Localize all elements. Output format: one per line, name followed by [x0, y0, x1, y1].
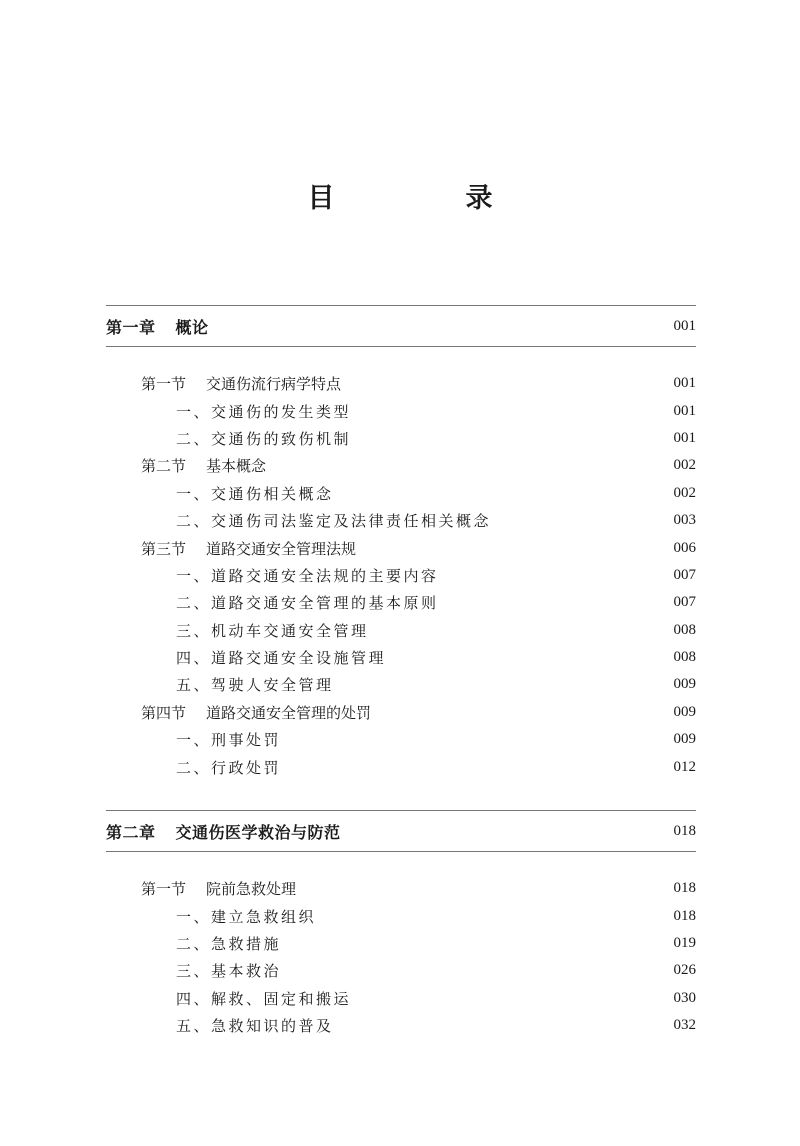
entry-title [176, 428, 351, 449]
chapter-page-number: 001 [673, 317, 696, 334]
entry-title-text: 四、解救、固定和搬运 [176, 989, 352, 1008]
entry-page-number: 002 [673, 484, 696, 501]
entry-title [176, 510, 491, 531]
toc-section-entry[interactable] [106, 699, 696, 726]
section-number: 第一节 [141, 375, 187, 394]
chapter-heading[interactable] [106, 305, 696, 347]
toc-item-entry[interactable] [106, 397, 696, 424]
entry-title [176, 565, 439, 586]
toc-section-entry[interactable] [106, 534, 696, 561]
entry-title-text: 院前急救处理 [206, 880, 297, 899]
entry-title [176, 620, 369, 641]
toc-entry-list [106, 370, 696, 781]
entry-title-text: 二、行政处罚 [176, 758, 282, 777]
entry-title [141, 538, 356, 559]
entry-title-text: 一、交通伤相关概念 [176, 484, 334, 503]
page-title: 目 录 [307, 183, 545, 214]
toc-item-entry[interactable] [106, 902, 696, 929]
entry-title-text: 一、刑事处罚 [176, 731, 282, 750]
entry-title [141, 373, 341, 394]
toc-item-entry[interactable] [106, 480, 696, 507]
chapter-number: 第二章 [106, 822, 156, 842]
entry-title-text: 道路交通安全管理的处罚 [206, 703, 372, 722]
entry-title [176, 988, 351, 1009]
toc-item-entry[interactable] [106, 507, 696, 534]
entry-page-number: 001 [673, 402, 696, 419]
toc-section-entry[interactable] [106, 452, 696, 479]
entry-title [176, 483, 334, 504]
entry-page-number: 026 [673, 962, 696, 979]
entry-title [176, 1015, 334, 1036]
entry-page-number: 009 [673, 676, 696, 693]
chapter-title: 概论 [175, 317, 209, 337]
entry-title-text: 二、交通伤司法鉴定及法律责任相关概念 [176, 512, 492, 531]
chapter-title: 交通伤医学救治与防范 [175, 822, 341, 842]
entry-title-text: 二、道路交通安全管理的基本原则 [176, 594, 439, 613]
entry-title-text: 道路交通安全管理法规 [206, 539, 357, 558]
section-number: 第二节 [141, 457, 187, 476]
chapter-heading[interactable] [106, 810, 696, 852]
entry-title-text: 五、驾驶人安全管理 [176, 676, 334, 695]
entry-title [176, 592, 439, 613]
entry-page-number: 007 [673, 594, 696, 611]
entry-title-text: 一、道路交通安全法规的主要内容 [176, 566, 439, 585]
entry-title [176, 674, 334, 695]
toc-item-entry[interactable] [106, 644, 696, 671]
entry-title-text: 交通伤流行病学特点 [206, 375, 342, 394]
toc-section-entry[interactable] [106, 875, 696, 902]
entry-title [176, 960, 281, 981]
toc-section-entry[interactable] [106, 370, 696, 397]
toc-item-entry[interactable] [106, 726, 696, 753]
entry-title-text: 二、急救措施 [176, 934, 282, 953]
section-number: 第一节 [141, 880, 187, 899]
entry-page-number: 009 [673, 703, 696, 720]
toc-item-entry[interactable] [106, 753, 696, 780]
toc-item-entry[interactable] [106, 617, 696, 644]
entry-title-text: 一、建立急救组织 [176, 907, 317, 926]
chapter-1 [106, 305, 696, 781]
entry-title [176, 401, 351, 422]
entry-page-number: 019 [673, 934, 696, 951]
entry-page-number: 018 [673, 880, 696, 897]
entry-page-number: 003 [673, 512, 696, 529]
toc-item-entry[interactable] [106, 425, 696, 452]
chapter-label [106, 315, 209, 338]
entry-title-text: 五、急救知识的普及 [176, 1017, 334, 1036]
entry-page-number: 001 [673, 375, 696, 392]
entry-page-number: 008 [673, 649, 696, 666]
toc-entry-list [106, 875, 696, 1039]
entry-page-number: 006 [673, 539, 696, 556]
toc-item-entry[interactable] [106, 1012, 696, 1039]
entry-title-text: 二、交通伤的致伤机制 [176, 429, 352, 448]
entry-title [141, 878, 296, 899]
entry-title-text: 三、机动车交通安全管理 [176, 621, 369, 640]
toc-item-entry[interactable] [106, 930, 696, 957]
entry-title-text: 一、交通伤的发生类型 [176, 402, 352, 421]
toc-item-entry[interactable] [106, 671, 696, 698]
entry-title-text: 四、道路交通安全设施管理 [176, 649, 387, 668]
section-number: 第三节 [141, 539, 187, 558]
entry-title-text: 基本概念 [206, 457, 267, 476]
toc-item-entry[interactable] [106, 562, 696, 589]
chapter-2 [106, 810, 696, 1039]
entry-page-number: 001 [673, 429, 696, 446]
toc-item-entry[interactable] [106, 589, 696, 616]
toc-item-entry[interactable] [106, 985, 696, 1012]
entry-page-number: 002 [673, 457, 696, 474]
entry-page-number: 009 [673, 731, 696, 748]
entry-page-number: 007 [673, 566, 696, 583]
entry-page-number: 030 [673, 989, 696, 1006]
entry-title [176, 647, 386, 668]
chapter-label [106, 820, 341, 843]
entry-title [176, 729, 281, 750]
entry-page-number: 032 [673, 1017, 696, 1034]
entry-page-number: 018 [673, 907, 696, 924]
entry-title-text: 三、基本救治 [176, 962, 282, 981]
entry-title [176, 906, 316, 927]
entry-page-number: 012 [673, 758, 696, 775]
entry-title [141, 702, 371, 723]
entry-title [176, 757, 281, 778]
entry-title [176, 933, 281, 954]
entry-page-number: 008 [673, 621, 696, 638]
toc-item-entry[interactable] [106, 957, 696, 984]
chapter-number: 第一章 [106, 317, 156, 337]
entry-title [141, 455, 266, 476]
section-number: 第四节 [141, 703, 187, 722]
chapter-page-number: 018 [673, 822, 696, 839]
